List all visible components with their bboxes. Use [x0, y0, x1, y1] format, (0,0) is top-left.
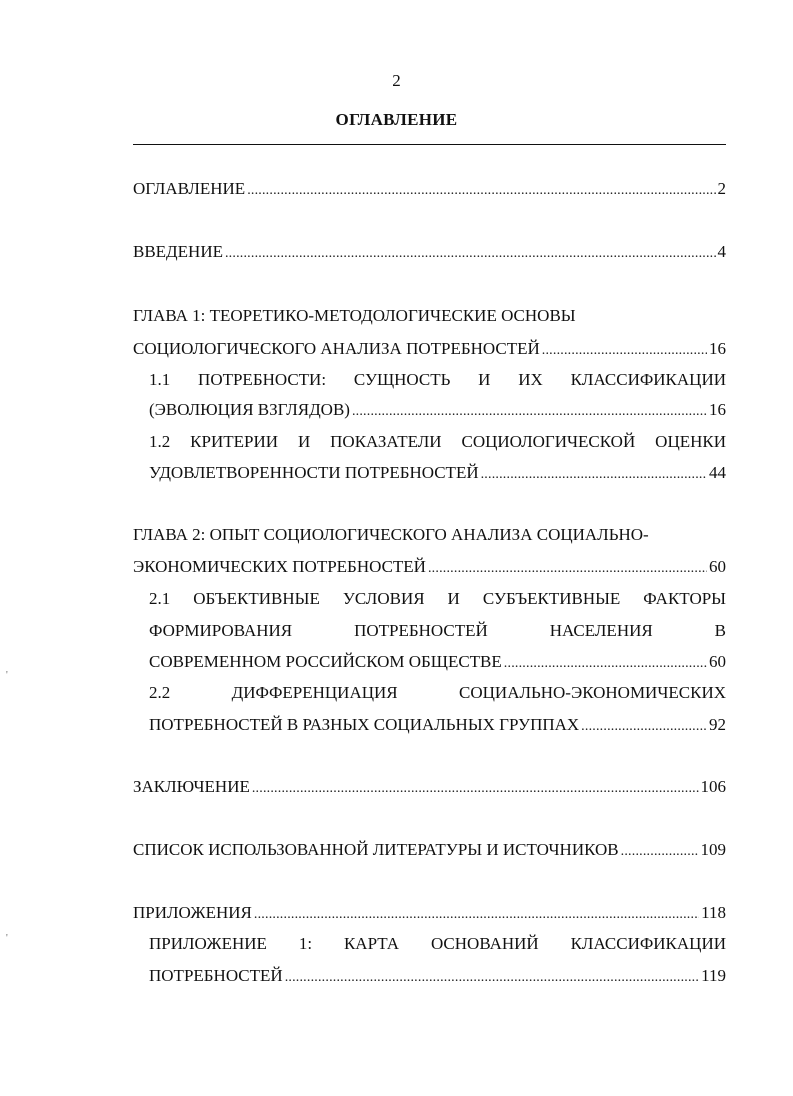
- toc-entry-text: ПОТРЕБНОСТЕЙ В РАЗНЫХ СОЦИАЛЬНЫХ ГРУППАХ: [149, 715, 580, 734]
- toc-chapter2-line1[interactable]: ГЛАВА 2: ОПЫТ СОЦИОЛОГИЧЕСКОГО АНАЛИЗА СОЦИАЛЬНО-: [133, 525, 649, 544]
- toc-entry-text: ВВЕДЕНИЕ: [133, 242, 223, 261]
- dot-leader: [252, 777, 699, 801]
- toc-page-number: 106: [700, 777, 726, 796]
- dot-leader: [225, 242, 716, 266]
- toc-page-number: 109: [700, 840, 726, 859]
- dot-leader: [581, 715, 707, 739]
- toc-page-number: 60: [709, 557, 726, 576]
- dot-leader: [504, 652, 707, 676]
- toc-page-number: 4: [717, 242, 726, 261]
- toc-entry-zakliuchenie[interactable]: [133, 775, 726, 799]
- toc-entry-text: ЭКОНОМИЧЕСКИХ ПОТРЕБНОСТЕЙ: [133, 557, 426, 576]
- toc-entry-section-1-2[interactable]: [149, 461, 726, 485]
- toc-entry-chapter2[interactable]: [133, 555, 726, 579]
- toc-entry-vvedenie[interactable]: [133, 240, 726, 264]
- toc-entry-text: (ЭВОЛЮЦИЯ ВЗГЛЯДОВ): [149, 400, 350, 419]
- toc-page-number: 60: [709, 652, 726, 671]
- toc-entry-text: ПОТРЕБНОСТЕЙ: [149, 966, 283, 985]
- toc-entry-section-2-2[interactable]: [149, 713, 726, 737]
- page-title: ОГЛАВЛЕНИЕ: [335, 110, 458, 129]
- dot-leader: [352, 400, 707, 424]
- title-divider: [133, 144, 726, 145]
- scan-mark: ': [6, 933, 8, 944]
- toc-entry-text: СОВРЕМЕННОМ РОССИЙСКОМ ОБЩЕСТВЕ: [149, 652, 502, 671]
- dot-leader: [542, 339, 707, 363]
- toc-section-2-2-line1[interactable]: 2.2 ДИФФЕРЕНЦИАЦИЯ СОЦИАЛЬНО-ЭКОНОМИЧЕСКИХ: [149, 683, 726, 702]
- dot-leader: [481, 463, 707, 487]
- toc-entry-oglavlenie[interactable]: [133, 177, 726, 201]
- toc-entry-text: ЗАКЛЮЧЕНИЕ: [133, 777, 250, 796]
- toc-appendix1-line1[interactable]: ПРИЛОЖЕНИЕ 1: КАРТА ОСНОВАНИЙ КЛАССИФИКАЦИИ: [149, 934, 726, 953]
- toc-entry-section-1-1[interactable]: [149, 398, 726, 422]
- toc-entry-text: ОГЛАВЛЕНИЕ: [133, 179, 246, 198]
- toc-entry-chapter1[interactable]: [133, 337, 726, 361]
- toc-page-number: 119: [701, 966, 726, 985]
- dot-leader: [621, 840, 699, 864]
- toc-entry-section-2-1[interactable]: [149, 650, 726, 674]
- toc-page-number: 16: [709, 400, 726, 419]
- toc-entry-text: СПИСОК ИСПОЛЬЗОВАННОЙ ЛИТЕРАТУРЫ И ИСТОЧНИКОВ: [133, 840, 619, 859]
- toc-section-1-1-line1[interactable]: 1.1 ПОТРЕБНОСТИ: СУЩНОСТЬ И ИХ КЛАССИФИКАЦИИ: [149, 370, 726, 389]
- toc-section-1-2-line1[interactable]: 1.2 КРИТЕРИИ И ПОКАЗАТЕЛИ СОЦИОЛОГИЧЕСКОЙ ОЦЕНКИ: [149, 432, 726, 451]
- toc-page-number: 16: [709, 339, 726, 358]
- toc-entry-text: СОЦИОЛОГИЧЕСКОГО АНАЛИЗА ПОТРЕБНОСТЕЙ: [133, 339, 540, 358]
- toc-entry-prilozheniya[interactable]: [133, 901, 726, 925]
- toc-page-number: 92: [709, 715, 726, 734]
- toc-page-number: 44: [709, 463, 726, 482]
- dot-leader: [247, 179, 715, 203]
- toc-entry-appendix1[interactable]: [149, 964, 726, 988]
- toc-section-2-1-line1[interactable]: 2.1 ОБЪЕКТИВНЫЕ УСЛОВИЯ И СУБЪЕКТИВНЫЕ ФАКТОРЫ: [149, 589, 726, 608]
- dot-leader: [254, 903, 699, 927]
- dot-leader: [285, 966, 699, 990]
- toc-entry-text: УДОВЛЕТВОРЕННОСТИ ПОТРЕБНОСТЕЙ: [149, 463, 479, 482]
- toc-page-number: 2: [717, 179, 726, 198]
- toc-chapter1-line1[interactable]: ГЛАВА 1: ТЕОРЕТИКО-МЕТОДОЛОГИЧЕСКИЕ ОСНОВЫ: [133, 306, 576, 325]
- toc-section-2-1-line2[interactable]: ФОРМИРОВАНИЯ ПОТРЕБНОСТЕЙ НАСЕЛЕНИЯ В: [149, 621, 726, 640]
- dot-leader: [428, 557, 707, 581]
- toc-entry-text: ПРИЛОЖЕНИЯ: [133, 903, 252, 922]
- toc-entry-spisok[interactable]: [133, 838, 726, 862]
- scan-mark: ': [6, 670, 8, 681]
- toc-page-number: 118: [701, 903, 726, 922]
- page-number: 2: [392, 71, 401, 90]
